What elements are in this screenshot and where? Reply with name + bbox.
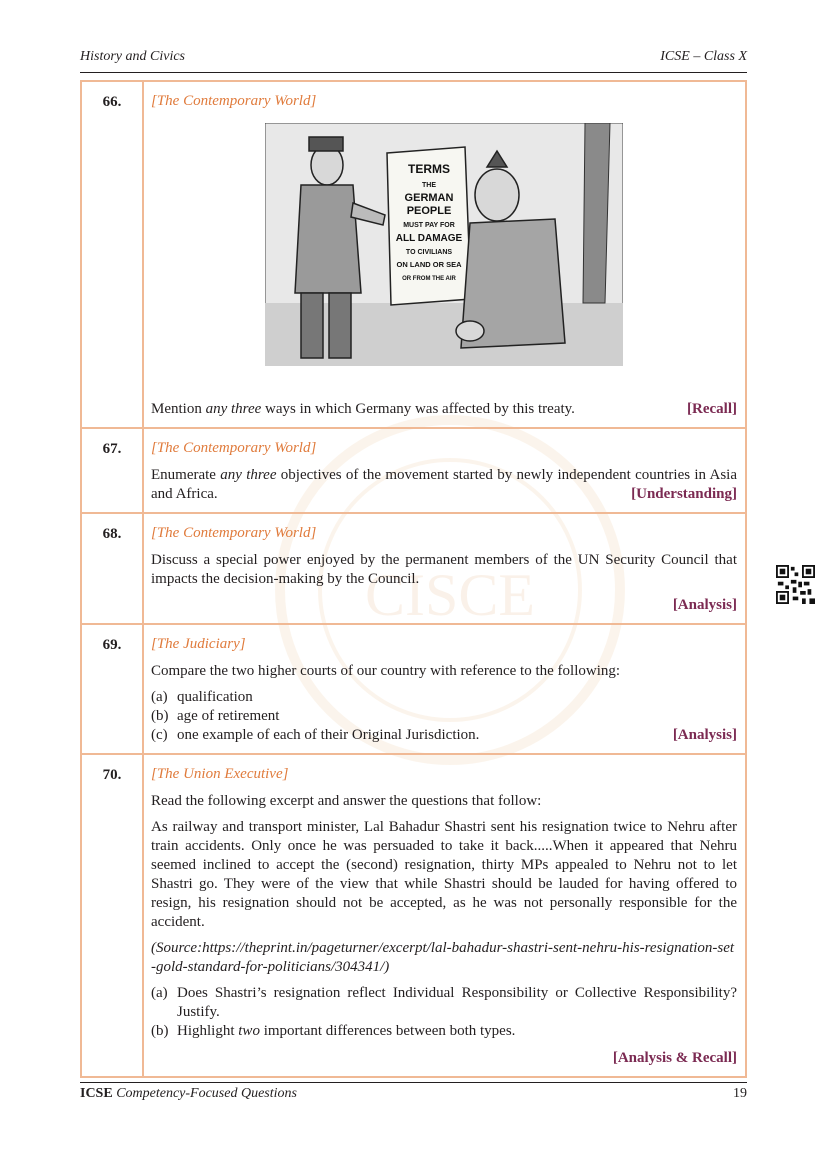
- footer-rule: [80, 1082, 747, 1083]
- sub-item: (a) qualification: [151, 689, 253, 705]
- watermark-text: CISCE: [364, 562, 536, 628]
- footer-title: ICSE Competency-Focused Questions: [80, 1086, 297, 1101]
- cartoon-sign-line-6: ALL DAMAGE: [395, 233, 463, 244]
- question-number: 70.: [81, 754, 143, 1077]
- question-body: [143, 624, 746, 754]
- question-number: 68.: [81, 513, 143, 624]
- cognitive-tag: [Analysis]: [672, 727, 737, 743]
- question-body: [143, 428, 746, 513]
- running-header-subject: History and Civics: [80, 49, 185, 64]
- question-topic: [The Contemporary World]: [151, 525, 317, 541]
- question-row-70: [81, 754, 746, 1077]
- cartoon-sign-line-9: OR FROM THE AIR: [402, 276, 456, 282]
- cartoon-sign-line-2: THE: [422, 182, 436, 189]
- page-number: 19: [733, 1086, 747, 1101]
- cartoon-sign-line-7: TO CIVILIANS: [405, 249, 453, 256]
- sub-item: (c) one example of each of their Original Jurisdiction. [Analysis]: [151, 727, 737, 743]
- sub-item: (b) age of retirement: [151, 708, 280, 724]
- question-text: Mention any three ways in which Germany was affected by this treaty. [Recall]: [151, 401, 737, 417]
- cartoon-sign-line-3: GERMAN: [404, 192, 454, 204]
- sub-item: (b) Highlight two important differences between both types.: [151, 1023, 516, 1039]
- question-topic: [The Contemporary World]: [151, 440, 317, 456]
- cartoon-sign-line-1: TERMS: [408, 162, 450, 176]
- questions-table: [80, 80, 747, 1078]
- question-text: Discuss a special power enjoyed by the permanent members of the UN Security Council that impacts the decision-making by the Council.: [151, 552, 737, 587]
- sub-item: (a) Does Shastri’s resignation reflect Individual Responsibility or Collective Responsibility? Justify.: [151, 985, 737, 1020]
- source-citation: (Source:https://theprint.in/pageturner/excerpt/lal-bahadur-shastri-sent-nehru-his-resignation-set-gold-standard-for-politicians/304341/): [151, 940, 735, 975]
- question-number: 67.: [81, 428, 143, 513]
- question-body: [143, 754, 746, 1077]
- cartoon-sign-line-8: ON LAND OR SEA: [396, 260, 462, 269]
- question-topic: [The Union Executive]: [151, 766, 289, 782]
- question-row-67: [81, 428, 746, 513]
- cognitive-tag: [Analysis]: [672, 597, 737, 613]
- cognitive-tag: [Recall]: [687, 401, 737, 417]
- header-rule: [80, 72, 747, 73]
- cartoon-sign-line-5: MUST PAY FOR: [403, 222, 455, 229]
- question-topic: [The Contemporary World]: [151, 93, 317, 109]
- excerpt-text: As railway and transport minister, Lal Bahadur Shastri sent his resignation twice to Nehru after train accidents. Only once he was persuaded to take it back.....When it appeared that Nehru seemed inclined to accept the (second) resignation, thirty MPs appealed to Nehru not to let Shastri go. They were of the view that while Shastri should be lauded for having offered to resign, his resignation should not be accepted, as he was not personally responsible for the accident.: [151, 819, 737, 930]
- treaty-cartoon-image: [265, 123, 623, 366]
- question-text: Compare the two higher courts of our country with reference to the following:: [151, 663, 621, 679]
- question-body: [143, 513, 746, 624]
- qr-code-icon: [776, 565, 815, 604]
- question-number: 69.: [81, 624, 143, 754]
- cognitive-tag: [Analysis & Recall]: [612, 1050, 737, 1066]
- question-topic: [The Judiciary]: [151, 636, 246, 652]
- cartoon-sign-line-4: PEOPLE: [406, 205, 452, 217]
- question-number: 66.: [81, 81, 143, 428]
- running-header-class: ICSE – Class X: [660, 49, 747, 64]
- question-row-66: [81, 81, 746, 428]
- question-text: Enumerate any three objectives of the movement started by newly independent countries in Asia and Africa.: [151, 467, 738, 502]
- cognitive-tag: [Understanding]: [631, 486, 737, 502]
- question-body: [143, 81, 746, 428]
- question-intro: Read the following excerpt and answer the questions that follow:: [151, 793, 542, 809]
- question-row-68: [81, 513, 746, 624]
- question-row-69: [81, 624, 746, 754]
